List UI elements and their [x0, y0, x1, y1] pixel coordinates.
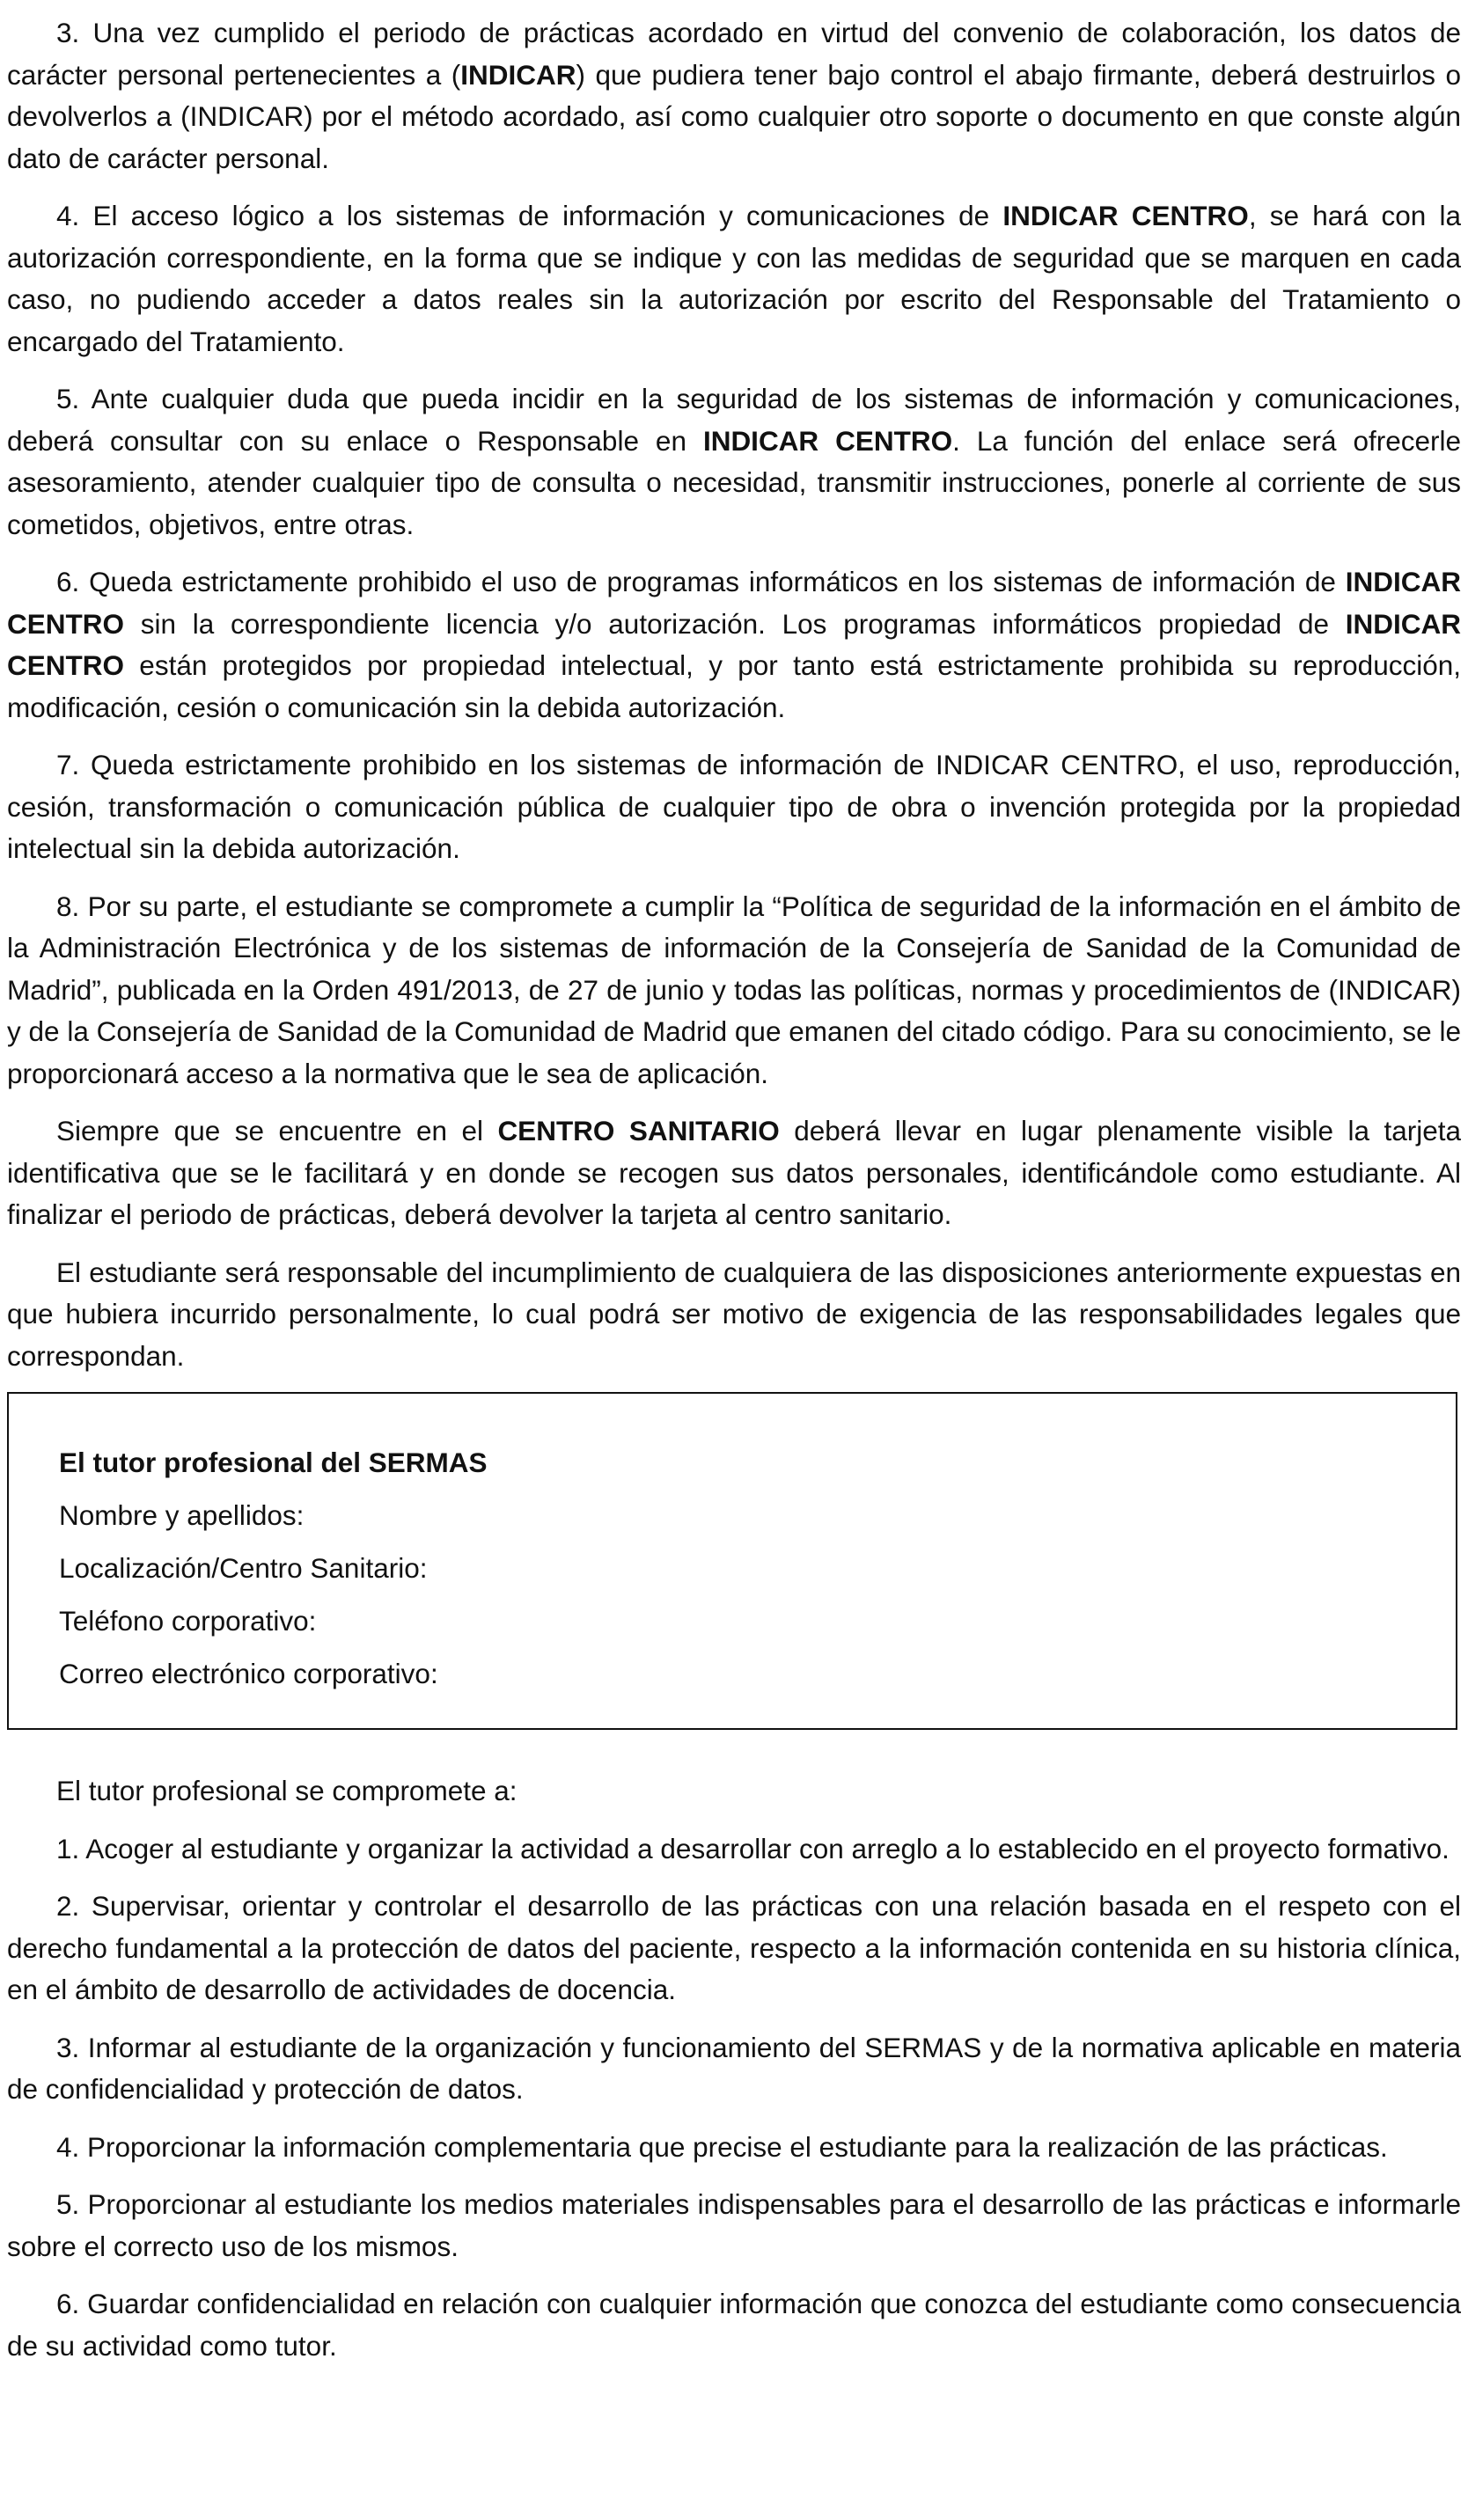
paragraph-id-card [7, 1110, 1461, 1236]
text-run: El estudiante será responsable del incumplimiento de cualquiera de las disposiciones anteriormente expuestas en que hubiera incurrido personalmente, lo cual podrá ser motivo de exigencia de las responsabilidades legales que correspondan. [7, 1256, 1461, 1372]
tutor-name-field: Nombre y apellidos: [59, 1499, 305, 1531]
bold-text-run: INDICAR CENTRO [7, 566, 1461, 640]
tutor-box-title: El tutor profesional del SERMAS [59, 1447, 488, 1478]
tutor-email-field: Correo electrónico corporativo: [59, 1658, 438, 1689]
text-run: . La función del enlace será ofrecerle asesoramiento, atender cualquier tipo de consulta o necesidad, transmitir instrucciones, ponerle al corriente de sus cometidos, objetivos, entre otras. [7, 424, 1461, 540]
text-run: ) que pudiera tener bajo control el abajo firmante, deberá destruirlos o devolverlos a (INDICAR) por el método acordado, así como cualquier otro soporte o documento en que conste algún dato de carácter personal. [7, 58, 1461, 174]
commitment-item: 4. Proporcionar la información complementaria que precise el estudiante para la realización de las prácticas. [56, 2130, 1388, 2163]
bold-text-run: INDICAR CENTRO [702, 424, 953, 457]
commitment-item: 2. Supervisar, orientar y controlar el desarrollo de las prácticas con una relación basada en el respeto con el derecho fundamental a la protección de datos del paciente, respecto a la información contenida en su historia clínica, en el ámbito de desarrollo de actividades de docencia. [7, 1890, 1461, 2005]
paragraph-responsibility [7, 1252, 1461, 1378]
tutor-info-content [59, 1441, 1420, 1705]
tutor-info-box [7, 1392, 1457, 1730]
text-run: sin la correspondiente licencia y/o autorización. Los programas informáticos propiedad de [124, 607, 1346, 640]
tutor-commitments-section [7, 1770, 1461, 2383]
text-run: 3. Una vez cumplido el periodo de prácticas acordado en virtud del convenio de colaboración, los datos de carácter personal pertenecientes a ( [7, 17, 1461, 91]
text-run: 4. El acceso lógico a los sistemas de información y comunicaciones de [56, 200, 1003, 231]
text-run: están protegidos por propiedad intelectual, y por tanto está estrictamente prohibida su reproducción, modificación, cesión o comunicación sin la debida autorización. [7, 649, 1461, 723]
text-run: Siempre que se encuentre en el [56, 1115, 498, 1146]
paragraph-5 [7, 378, 1461, 546]
text-run: , se hará con la autorización correspondiente, en la forma que se indique y con las medidas de seguridad que se marquen en cada caso, no pudiendo acceder a datos reales sin la autorización por escrito del Responsable del Tratamiento o encargado del Tratamiento. [7, 200, 1461, 357]
paragraph-3 [7, 12, 1461, 179]
text-run: 8. Por su parte, el estudiante se compromete a cumplir la “Política de seguridad de la información en el ámbito de la Administración Electrónica y de los sistemas de información de la Consejería de Sanidad de la Comunidad de Madrid”, publicada en la Orden 491/2013, de 27 de junio y todas las políticas, normas y procedimientos de (INDICAR) y de la Consejería de Sanidad de la Comunidad de Madrid que emanen del citado código. Para su conocimiento, se le proporcionará acceso a la normativa que le sea de aplicación. [7, 890, 1461, 1089]
tutor-phone-field: Teléfono corporativo: [59, 1605, 317, 1637]
paragraph-4 [7, 195, 1461, 363]
commitment-item: 3. Informar al estudiante de la organización y funcionamiento del SERMAS y de la normativa aplicable en materia de confidencialidad y protección de datos. [7, 2031, 1461, 2105]
bold-text-run: INDICAR CENTRO [7, 607, 1461, 681]
bold-text-run: CENTRO SANITARIO [497, 1115, 780, 1146]
paragraph-6 [7, 561, 1461, 729]
text-run: deberá llevar en lugar plenamente visible la tarjeta identificativa que se le facilitará y en donde se recogen sus datos personales, identificándole como estudiante. Al finalizar el periodo de prácticas, deberá devolver la tarjeta al centro sanitario. [7, 1115, 1461, 1230]
paragraph-7 [7, 744, 1461, 870]
tutor-location-field: Localización/Centro Sanitario: [59, 1552, 428, 1584]
text-run: 6. Queda estrictamente prohibido el uso de programas informáticos en los sistemas de información de [56, 566, 1346, 597]
text-run: 7. Queda estrictamente prohibido en los sistemas de información de INDICAR CENTRO, el uso, reproducción, cesión, transformación o comunicación pública de cualquier tipo de obra o invención protegida por la propiedad intelectual sin la debida autorización. [7, 749, 1461, 864]
text-run: 5. Ante cualquier duda que pueda incidir en la seguridad de los sistemas de información y comunicaciones, deberá consultar con su enlace o Responsable en [7, 383, 1461, 457]
bold-text-run: INDICAR [460, 58, 576, 91]
commitment-item: 5. Proporcionar al estudiante los medios materiales indispensables para el desarrollo de las prácticas e informarle sobre el correcto uso de los mismos. [7, 2188, 1461, 2262]
commitment-item: 6. Guardar confidencialidad en relación con cualquier información que conozca del estudiante como consecuencia de su actividad como tutor. [7, 2288, 1461, 2362]
paragraph-8 [7, 886, 1461, 1095]
bold-text-run: INDICAR CENTRO [1002, 200, 1249, 231]
commitment-item: 1. Acoger al estudiante y organizar la actividad a desarrollar con arreglo a lo establecido en el proyecto formativo. [56, 1832, 1450, 1864]
commitments-intro: El tutor profesional se compromete a: [56, 1775, 517, 1806]
document-upper-section [7, 12, 1461, 1393]
